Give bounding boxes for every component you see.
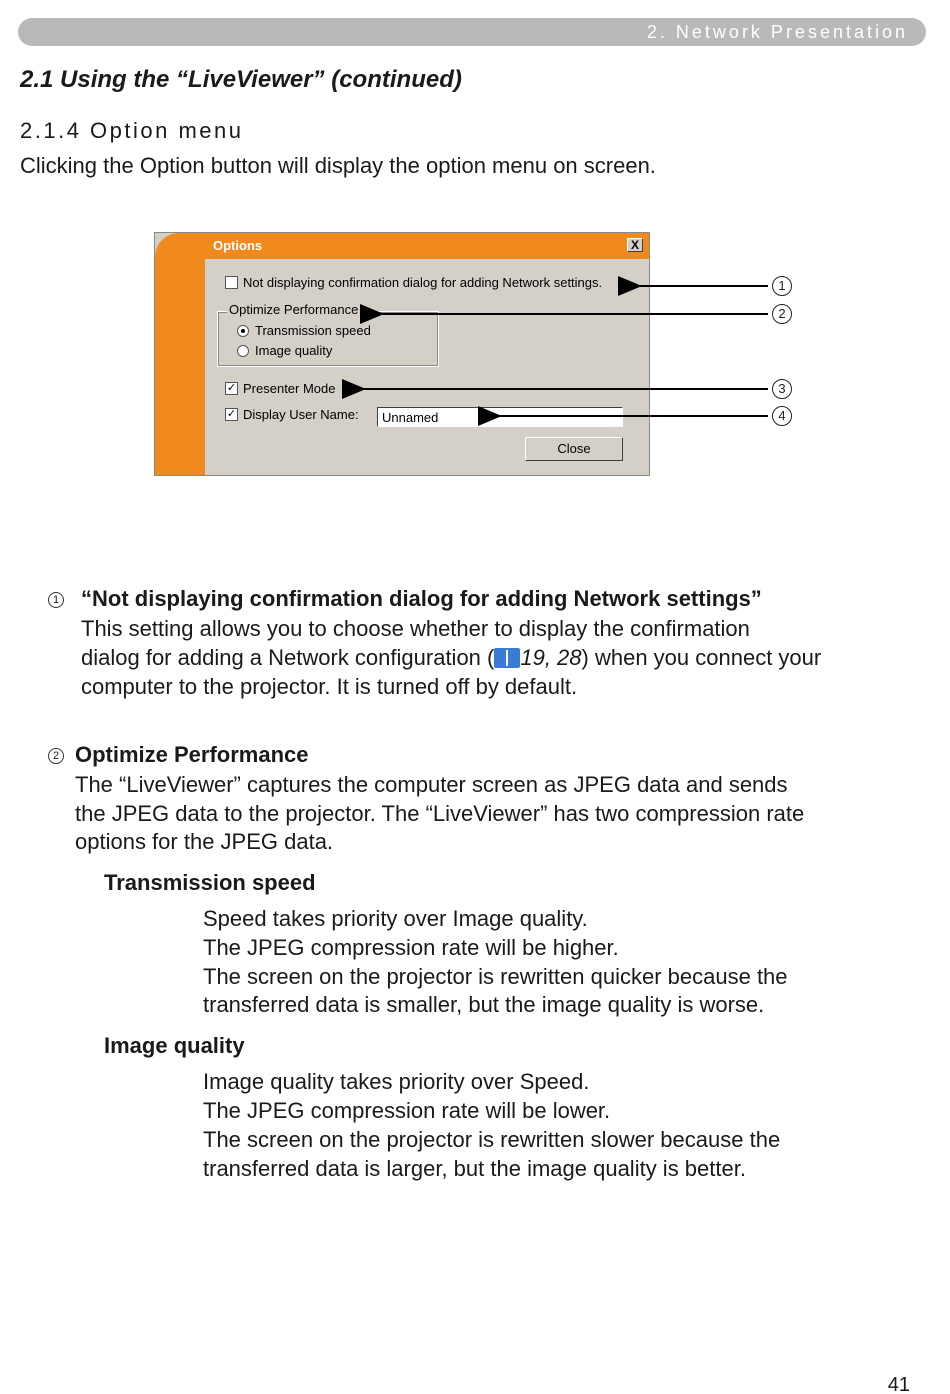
quality-line-1: Image quality takes priority over Speed. bbox=[203, 1069, 590, 1094]
item-1-line-2 bbox=[81, 643, 821, 672]
dialog-title: Options bbox=[213, 238, 263, 253]
callout-number-4: 4 bbox=[772, 406, 792, 426]
callout-number-3: 3 bbox=[772, 379, 792, 399]
section-label: 2. Network Presentation bbox=[646, 22, 908, 42]
item-2-line-2: the JPEG data to the projector. The “LiveViewer” has two compression rate bbox=[75, 801, 805, 826]
image-quality-heading: Image quality bbox=[104, 1033, 245, 1058]
optimize-group-label: Optimize Performance bbox=[229, 302, 359, 317]
dialog-close-icon[interactable]: X bbox=[627, 238, 643, 252]
item-2-line-1: The “LiveViewer” captures the computer screen as JPEG data and sends bbox=[75, 772, 788, 797]
quality-line-2: The JPEG compression rate will be lower. bbox=[203, 1098, 611, 1123]
item-1-line-2-post: ) when you connect your bbox=[581, 645, 822, 670]
book-icon bbox=[494, 648, 520, 668]
item-1-line-2-pre: dialog for adding a Network configuration ( bbox=[81, 645, 495, 670]
display-user-name-checkbox[interactable]: ✓ bbox=[226, 408, 237, 420]
confirm-checkbox-label: Not displaying confirmation dialog for adding Network settings. bbox=[243, 275, 603, 290]
item-1-line-1: This setting allows you to choose whether to display the confirmation bbox=[81, 616, 750, 641]
item-2-line-3: options for the JPEG data. bbox=[75, 829, 334, 854]
subsection-title: 2.1.4 Option menu bbox=[20, 118, 244, 143]
item-1-heading: “Not displaying confirmation dialog for adding Network settings” bbox=[81, 586, 762, 611]
speed-line-3: The screen on the projector is rewritten quicker because the bbox=[203, 964, 788, 989]
quality-line-4: transferred data is larger, but the image quality is better. bbox=[203, 1156, 746, 1181]
page-number: 41 bbox=[887, 1374, 910, 1394]
callout-arrows bbox=[0, 0, 950, 500]
speed-line-1: Speed takes priority over Image quality. bbox=[203, 906, 588, 931]
callout-number-2: 2 bbox=[772, 304, 792, 324]
speed-line-4: transferred data is smaller, but the image quality is worse. bbox=[203, 992, 765, 1017]
callout-number-1: 1 bbox=[772, 276, 792, 296]
section-title: 2.1 Using the “LiveViewer” (continued) bbox=[20, 66, 462, 93]
transmission-speed-heading: Transmission speed bbox=[104, 870, 316, 895]
close-button[interactable]: Close bbox=[525, 437, 623, 461]
item-2-heading: Optimize Performance bbox=[75, 742, 309, 767]
item-1-number: 1 bbox=[48, 592, 64, 608]
quality-line-3: The screen on the projector is rewritten slower because the bbox=[203, 1127, 781, 1152]
display-user-name-label: Display User Name: bbox=[243, 407, 359, 422]
speed-line-2: The JPEG compression rate will be higher. bbox=[203, 935, 619, 960]
item-1-line-3: computer to the projector. It is turned off by default. bbox=[81, 674, 578, 699]
image-quality-label: Image quality bbox=[255, 343, 333, 358]
user-name-input[interactable]: Unnamed bbox=[377, 407, 623, 427]
page-reference[interactable]: 19, 28 bbox=[520, 645, 582, 670]
intro-text: Clicking the Option button will display the option menu on screen. bbox=[20, 153, 656, 178]
transmission-speed-label: Transmission speed bbox=[255, 323, 371, 338]
item-2-number: 2 bbox=[48, 748, 64, 764]
presenter-mode-label: Presenter Mode bbox=[243, 381, 336, 396]
presenter-mode-checkbox[interactable]: ✓ bbox=[226, 382, 237, 394]
